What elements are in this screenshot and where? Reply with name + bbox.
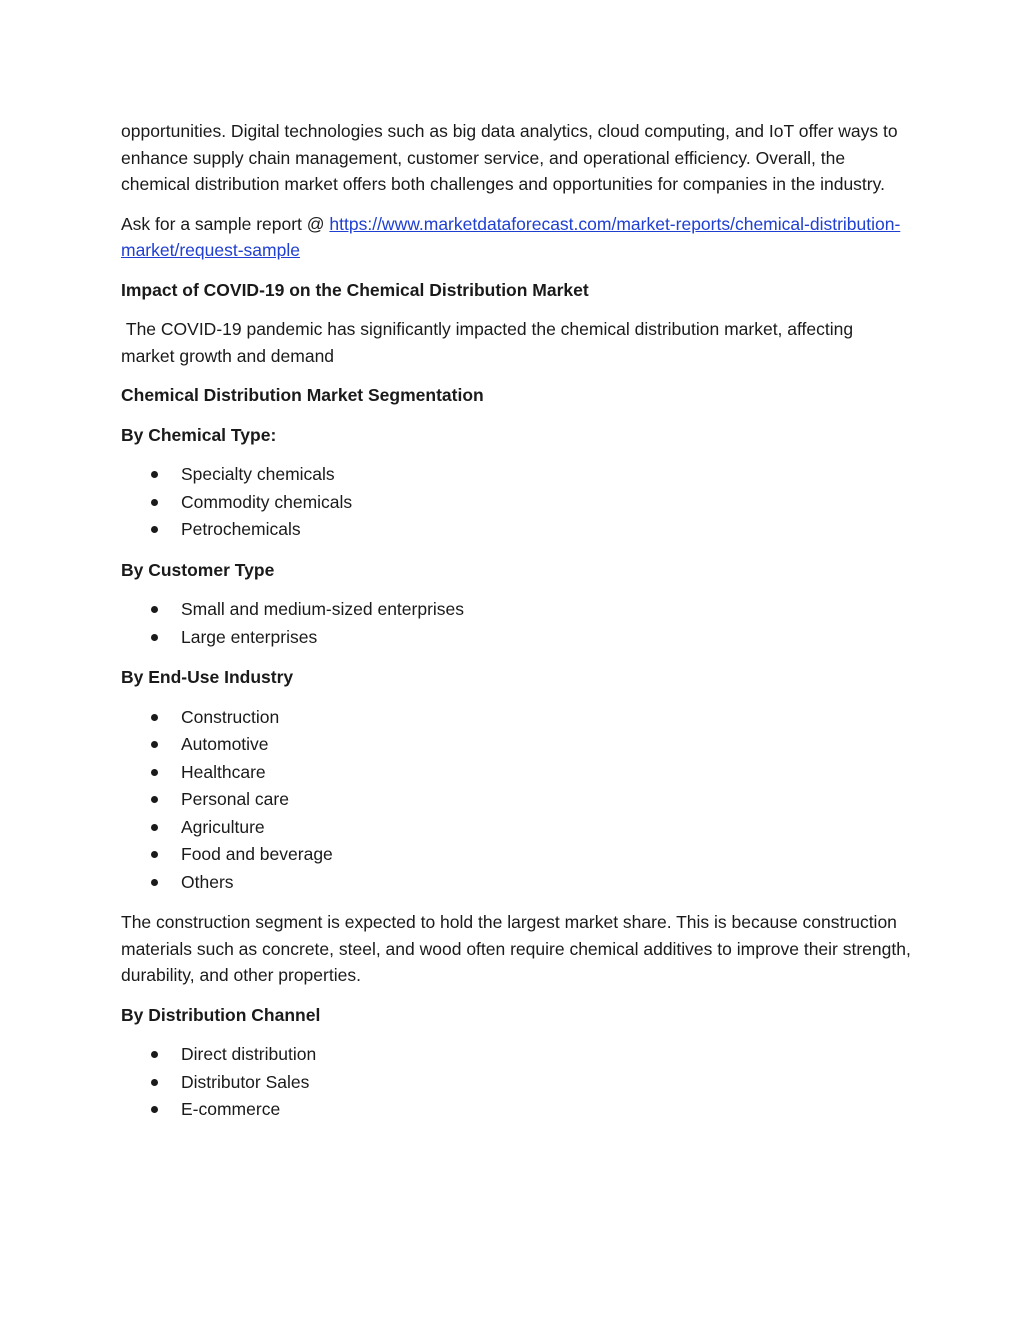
list-item-label: Food and beverage — [181, 844, 333, 864]
list-item-label: Healthcare — [181, 761, 266, 782]
list-item — [121, 841, 911, 869]
list-item-label: Distributor Sales — [181, 1071, 310, 1092]
list-item-label: E-commerce — [181, 1099, 281, 1119]
bullet-icon — [151, 1106, 158, 1113]
bullet-icon — [151, 1051, 158, 1058]
intro-paragraph: opportunities. Digital technologies such as big data analytics, cloud computing, and IoT offer ways to enhance supply chain management, customer service, and operational efficiency. Overall, the chemical distribution market offers both challenges and opportunities for companies in the industry. — [121, 121, 898, 194]
list-item — [121, 516, 911, 544]
list-item-label: Others — [181, 871, 234, 892]
bullet-icon — [151, 526, 158, 533]
bullet-icon — [151, 499, 158, 506]
customer-type-list — [121, 596, 911, 651]
bullet-icon — [151, 741, 158, 748]
sample-report-link[interactable]: https://www.marketdataforecast.com/market-reports/chemical-distribution-market/request-sample — [121, 213, 901, 260]
list-item-label: Petrochemicals — [181, 519, 301, 539]
sample-report-line — [121, 211, 911, 264]
list-item — [121, 624, 911, 652]
end-use-list — [121, 704, 911, 897]
end-use-heading: By End-Use Industry — [121, 667, 294, 687]
covid-paragraph: The COVID-19 pandemic has significantly impacted the chemical distribution market, affecting market growth and demand — [121, 319, 858, 366]
list-item — [121, 489, 911, 517]
bullet-icon — [151, 606, 158, 613]
list-item — [121, 814, 911, 842]
list-item-label: Small and medium-sized enterprises — [181, 599, 465, 619]
chemical-type-heading: By Chemical Type: — [121, 424, 277, 445]
bullet-icon — [151, 796, 158, 803]
bullet-icon — [151, 824, 158, 831]
bullet-icon — [151, 879, 158, 886]
list-item — [121, 1069, 911, 1097]
list-item-label: Specialty chemicals — [181, 464, 335, 484]
document-page — [121, 118, 911, 1137]
list-item — [121, 596, 911, 624]
distribution-channel-heading: By Distribution Channel — [121, 1004, 321, 1025]
list-item — [121, 759, 911, 787]
list-item-label: Large enterprises — [181, 626, 318, 647]
list-item — [121, 869, 911, 897]
list-item-label: Commodity chemicals — [181, 491, 353, 512]
list-item — [121, 1041, 911, 1069]
list-item — [121, 704, 911, 732]
list-item-label: Construction — [181, 706, 280, 727]
covid-heading: Impact of COVID-19 on the Chemical Distribution Market — [121, 279, 589, 300]
bullet-icon — [151, 851, 158, 858]
sample-report-prefix: Ask for a sample report @ — [121, 213, 330, 234]
bullet-icon — [151, 634, 158, 641]
customer-type-heading: By Customer Type — [121, 559, 275, 580]
segmentation-heading: Chemical Distribution Market Segmentation — [121, 385, 484, 405]
distribution-channel-list — [121, 1041, 911, 1124]
list-item — [121, 461, 911, 489]
list-item-label: Automotive — [181, 734, 269, 754]
construction-paragraph: The construction segment is expected to hold the largest market share. This is because construction materials such as concrete, steel, and wood often require chemical additives to improve their strength, durability, and other properties. — [121, 912, 911, 985]
bullet-icon — [151, 471, 158, 478]
bullet-icon — [151, 714, 158, 721]
list-item — [121, 731, 911, 759]
bullet-icon — [151, 1079, 158, 1086]
list-item-label: Agriculture — [181, 816, 265, 837]
list-item — [121, 786, 911, 814]
list-item-label: Personal care — [181, 789, 289, 809]
bullet-icon — [151, 769, 158, 776]
list-item-label: Direct distribution — [181, 1044, 317, 1064]
chemical-type-list — [121, 461, 911, 544]
list-item — [121, 1096, 911, 1124]
